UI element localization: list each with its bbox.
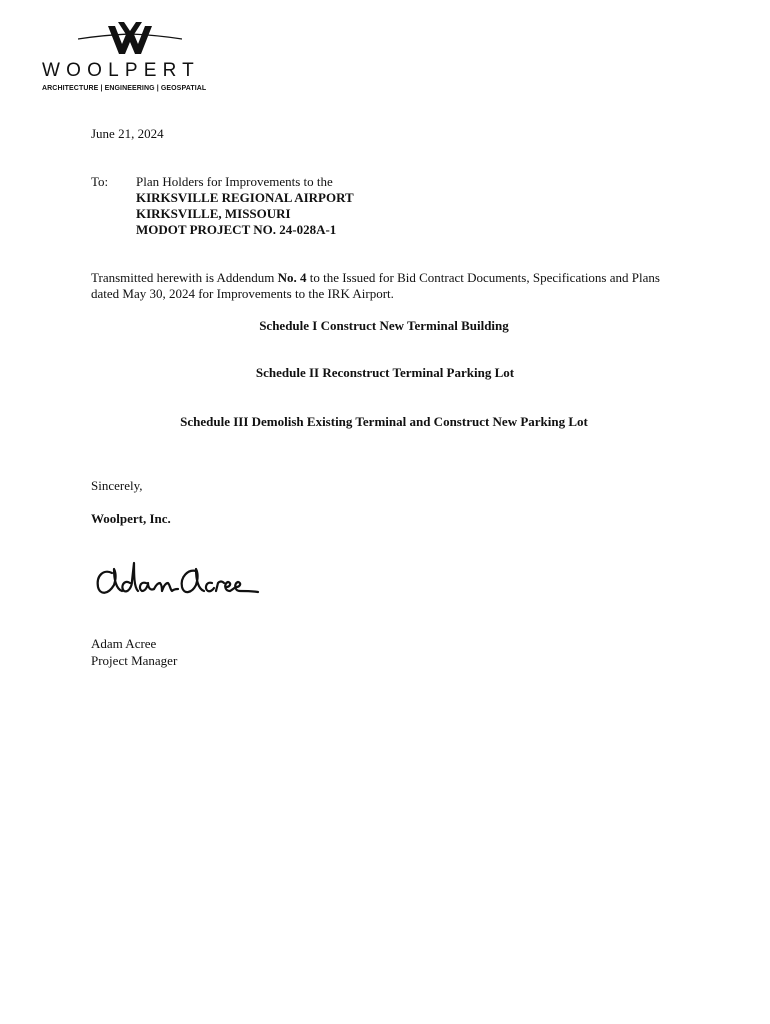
company-wordmark: WOOLPERT [42,60,200,81]
to-label: To: [91,174,109,189]
closing: Sincerely, [91,478,143,493]
addendum-number: No. 4 [277,270,307,285]
recipient-line: KIRKSVILLE REGIONAL AIRPORT [136,190,354,205]
company-name: Woolpert, Inc. [91,511,171,526]
body-line [91,270,691,286]
company-logo [40,18,230,98]
body-text: Transmitted herewith is Addendum [91,270,278,285]
recipient-line: Plan Holders for Improvements to the [136,174,333,189]
woolpert-w-mark-icon [78,18,182,58]
recipient-block [136,174,354,238]
signer-name: Adam Acree [91,636,157,651]
company-tagline: ARCHITECTURE | ENGINEERING | GEOSPATIAL [42,85,207,92]
body-line: dated May 30, 2024 for Improvements to the IRK Airport. [91,286,394,301]
signature-image [92,555,264,607]
schedule-item: Schedule II Reconstruct Terminal Parking Lot [255,365,515,380]
signer-title: Project Manager [91,653,178,668]
recipient-line: MODOT PROJECT NO. 24-028A-1 [136,222,337,237]
body-text: to the Issued for Bid Contract Documents, Specifications and Plans [306,270,660,285]
letter-date: June 21, 2024 [91,126,164,141]
recipient-line: KIRKSVILLE, MISSOURI [136,206,291,221]
schedule-item: Schedule I Construct New Terminal Building [259,318,509,333]
body-paragraph [91,270,691,302]
schedule-item: Schedule III Demolish Existing Terminal and Construct New Parking Lot [180,414,588,429]
